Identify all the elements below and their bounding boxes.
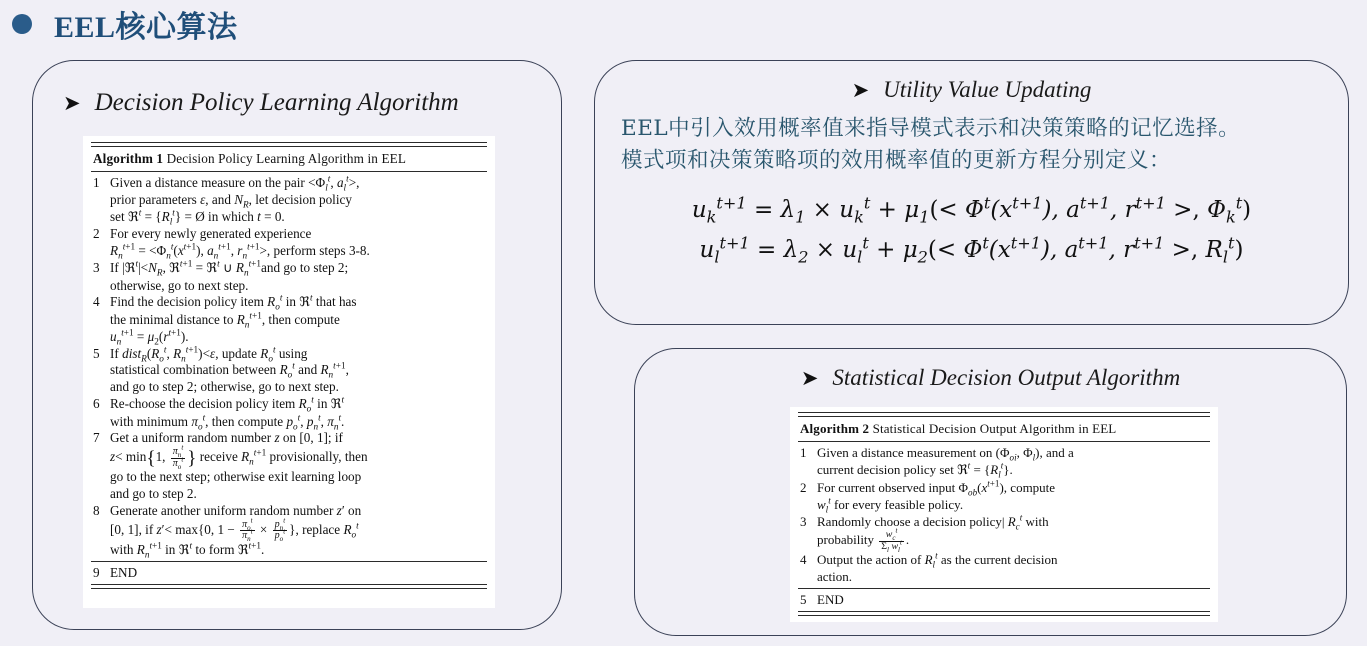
- rule-before-end: [91, 561, 487, 562]
- step-number: 2: [800, 479, 807, 495]
- rule-before-end: [798, 588, 1210, 589]
- slide-title-row: [0, 0, 238, 48]
- panel-utility-heading-text: Utility Value Updating: [883, 77, 1092, 102]
- step-number: 7: [93, 430, 100, 446]
- panel-utility-heading: [595, 77, 1348, 103]
- step-body: If $|ℜ^t|<N_R$, ℜ$^{t+1}$ = ℜ$^t$ ∪ $R_n^{t+1}and$ go to step 2; otherwise, go to next step.: [110, 258, 349, 293]
- algorithm-1-box: [83, 136, 495, 608]
- rule-bottom: [798, 611, 1210, 616]
- utility-cn-line-2: 模式项和决策策略项的效用概率值的更新方程分别定义：: [621, 148, 1172, 174]
- algorithm-1-step: [91, 346, 487, 396]
- algorithm-1-title-text: Decision Policy Learning Algorithm in EEL: [166, 151, 407, 166]
- panel-statistical-heading: [635, 365, 1346, 391]
- algorithm-2-step: [798, 552, 1210, 586]
- step-body: Given a distance measure on the pair $<\Phi_l^t$, $a_l^t>$, prior parameters ε, and $N_R$, let decision policy set ℜ$^t$ = $\{R_l^t\}$ = Ø in which t = 0.: [110, 173, 360, 227]
- rule-bottom: [91, 584, 487, 589]
- algorithm-1-step: [91, 226, 487, 260]
- step-body: For current observed input $\Phi_{ob}(x^{t+1})$, compute $w_l^t$ for every feasible policy.: [817, 478, 1056, 515]
- step-number: 3: [93, 259, 100, 275]
- algorithm-2-step: [798, 592, 1210, 609]
- algorithm-2-step: [798, 480, 1210, 514]
- rule-top: [798, 412, 1210, 417]
- algorithm-1-step: [91, 503, 487, 560]
- step-number: 5: [800, 591, 807, 607]
- step-number: 4: [800, 552, 807, 568]
- step-number: 8: [93, 502, 100, 518]
- algorithm-1-step: [91, 294, 487, 345]
- step-body: Given a distance measurement on ($\Phi_{oi}$, $\Phi_l$), and a current decision policy set ℜ$^t$ = $\{R_l^t\}$.: [817, 445, 1074, 480]
- rule-mid: [91, 171, 487, 172]
- step-body: Re-choose the decision policy item $R_o^t$ in ℜ$^t$ with minimum $\pi_o^t$, then compute $p_o^t$, $p_n^t$, $\pi_n^t$.: [110, 394, 345, 432]
- page-title: EEL核心算法: [54, 11, 238, 44]
- step-body: Randomly choose a decision policy| $R_c^t$ with probability $\frac{w_c^t}{\Sigma_l w_l^t}$ .: [817, 512, 1049, 554]
- step-number: 1: [93, 175, 100, 190]
- algorithm-1-label: Algorithm 1: [93, 151, 164, 166]
- algorithm-2-title-text: Statistical Decision Output Algorithm in EEL: [872, 421, 1117, 436]
- panel-decision-policy-learning: [32, 60, 562, 630]
- step-body: Get a uniform random number z on [0, 1]; if z< min{1, $\frac{\pi_n^t}{\pi_o^t}$ } receive $R_n^{t+1}$ provisionally, then go to the next step; otherwise exit learning loop and go to step 2.: [110, 430, 368, 502]
- panel-statistical-heading-text: Statistical Decision Output Algorithm: [832, 365, 1181, 390]
- step-number: 2: [93, 226, 100, 242]
- step-body: [817, 592, 1210, 609]
- utility-cn-line-1: EEL中引入效用概率值来指导模式表示和决策策略的记忆选择。: [621, 116, 1241, 141]
- step-text: END: [110, 565, 138, 581]
- panel-left-heading: [33, 89, 561, 117]
- arrow-bullet-icon: ➤: [63, 90, 81, 115]
- arrow-bullet-icon: ➤: [800, 365, 819, 390]
- step-body: For every newly generated experience $R_n^{t+1} = <\Phi_n^t(x^{t+1})$, $a_n^{t+1}$, $r_n^{t+1}>$, perform steps 3-8.: [110, 226, 370, 261]
- utility-formulas: [595, 190, 1348, 271]
- panel-left-heading-text: Decision Policy Learning Algorithm: [94, 89, 459, 116]
- step-body: Output the action of $R_l^t$ as the current decision action.: [817, 550, 1058, 585]
- algorithm-1-step: [91, 430, 487, 502]
- utility-formula-1: $u_k^{t+1} = \lambda_1 \times u_k^t + \mu_1(< \Phi^t(x^{t+1})$, $a^{t+1}$, $r^{t+1}$ >, $\Phi_k^t$): [691, 192, 1252, 227]
- bullet-icon: [12, 14, 32, 34]
- step-body: If $dist_R(R_o^t$, $R_n^{t+1})<\varepsilon$, update $R_o^t$ using statistical combination between $R_o^t$ and $R_n^{t+1}$, and go to step 2; otherwise, go to next step.: [110, 344, 349, 395]
- algorithm-2-step: [798, 514, 1210, 553]
- utility-description: [595, 113, 1348, 178]
- algorithm-2-label: Algorithm 2: [800, 421, 870, 436]
- algorithm-2-step: [798, 445, 1210, 480]
- step-number: 6: [93, 395, 100, 411]
- algorithm-1-step: [91, 260, 487, 295]
- algorithm-1-step: [91, 565, 487, 582]
- step-text: END: [817, 591, 844, 607]
- arrow-bullet-icon: ➤: [851, 77, 870, 102]
- algorithm-1-step: [91, 396, 487, 431]
- step-number: 3: [800, 513, 807, 529]
- step-body: Find the decision policy item $R_o^t$ in ℜ$^t$ that has the minimal distance to $R_n^{t+1}$, then compute $u_n^{t+1} = \mu_2(r^{t+1})$.: [110, 292, 357, 347]
- step-number: 9: [93, 565, 100, 581]
- panel-utility-value-updating: [594, 60, 1349, 325]
- step-number: 4: [93, 294, 100, 310]
- rule-top: [91, 142, 487, 147]
- algorithm-1-title: [91, 150, 487, 169]
- rule-mid: [798, 441, 1210, 442]
- algorithm-2-box: [790, 407, 1218, 622]
- step-number: 1: [800, 445, 807, 460]
- algorithm-2-title: [798, 420, 1210, 439]
- algorithm-1-step: [91, 175, 487, 226]
- step-body: Generate another uniform random number z′ on [0, 1], if z′< max{0, 1 − $\frac{\pi_o^t}{\pi_n^t}$ × $\frac{p_n^t}{p_o^t}$ }, replace $R_o^t$ with $R_n^{t+1}$ in ℜ$^t$ to form ℜ$^{t+1}$.: [110, 502, 362, 560]
- step-number: 5: [93, 345, 100, 361]
- utility-formula-2: $u_l^{t+1} = \lambda_2 \times u_l^t + \mu_2(< \Phi^t(x^{t+1})$, $a^{t+1}$, $r^{t+1}$ >, $R_l^t$): [699, 233, 1244, 267]
- step-body: [110, 565, 487, 582]
- panel-statistical-decision-output: [634, 348, 1347, 636]
